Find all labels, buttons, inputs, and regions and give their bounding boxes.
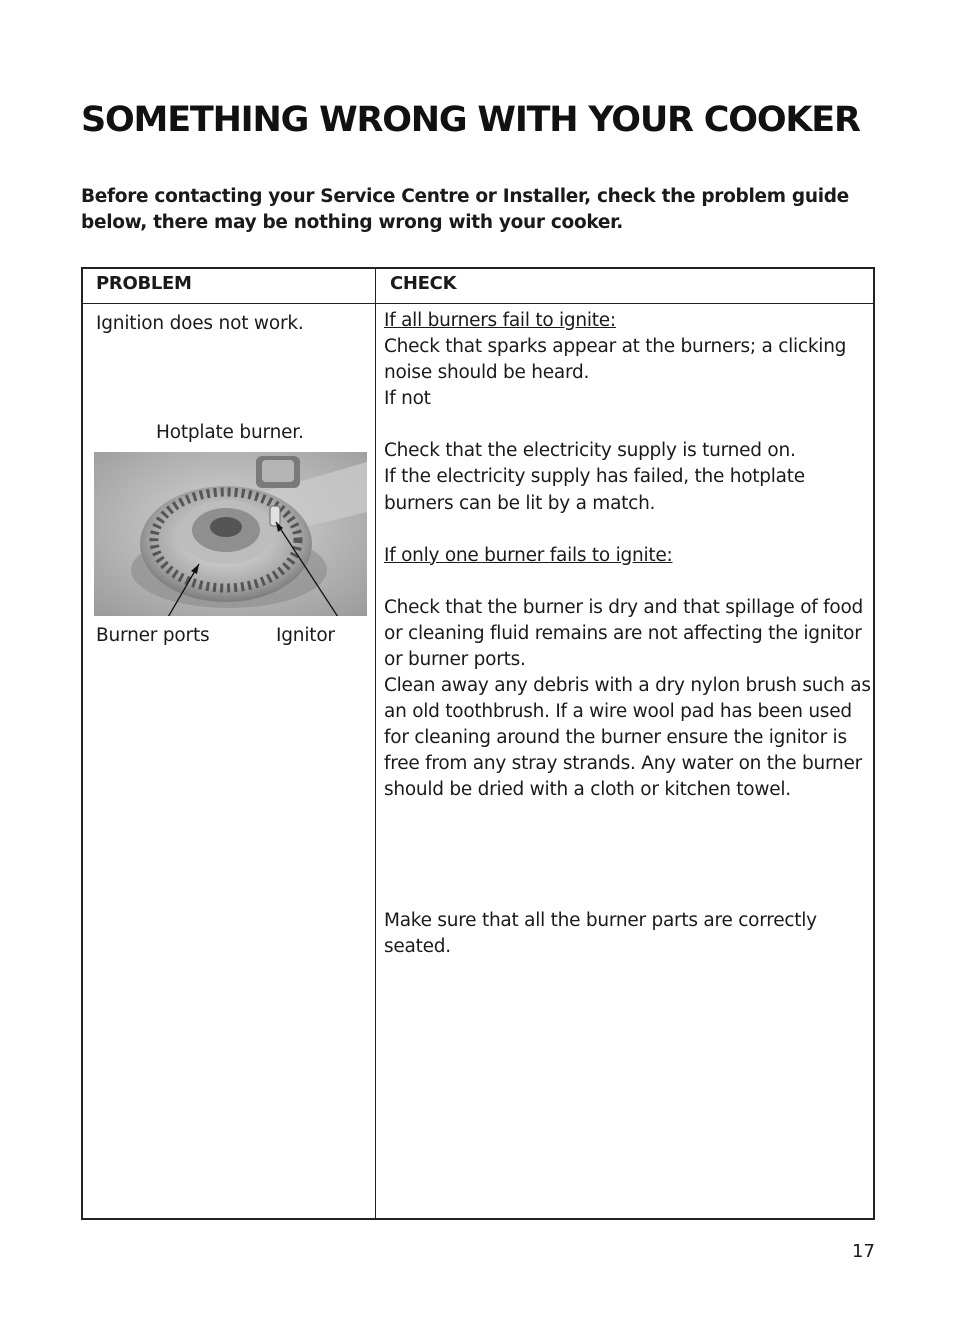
column-divider — [375, 269, 376, 1218]
check-electricity-failed: If the electricity supply has failed, the hotplate burners can be lit by a match. — [384, 466, 805, 514]
spacer — [384, 517, 871, 543]
check-column — [384, 308, 871, 960]
intro-paragraph: Before contacting your Service Centre or Installer, check the problem guide below, there may be nothing wrong with your cooker. — [81, 186, 849, 233]
check-if-not: If not — [384, 388, 431, 410]
page-title: SOMETHING WRONG WITH YOUR COOKER — [81, 100, 860, 140]
header-problem: PROBLEM — [96, 273, 192, 294]
photo-caption: Hotplate burner. — [156, 422, 304, 443]
spacer — [384, 569, 871, 595]
problem-check-table — [81, 267, 875, 1220]
check-dry: Check that the burner is dry and that spillage of food or cleaning fluid remains are not affecting the ignitor or burner ports. — [384, 596, 864, 670]
spacer — [384, 412, 871, 438]
page-number: 17 — [852, 1241, 875, 1262]
check-sparks: Check that sparks appear at the burners; a clicking noise should be heard. — [384, 336, 847, 384]
label-ignitor: Ignitor — [276, 625, 335, 646]
header-check: CHECK — [390, 273, 457, 294]
label-burner-ports: Burner ports — [96, 625, 210, 646]
hotplate-burner-photo — [94, 452, 367, 616]
heading-all-burners: If all burners fail to ignite: — [384, 310, 616, 331]
check-electricity-on: Check that the electricity supply is turned on. — [384, 440, 796, 462]
spacer — [384, 804, 871, 908]
header-divider — [83, 303, 873, 304]
problem-text: Ignition does not work. — [96, 313, 304, 334]
heading-one-burner: If only one burner fails to ignite: — [384, 544, 673, 566]
check-seated: Make sure that all the burner parts are correctly seated. — [384, 909, 817, 957]
check-clean: Clean away any debris with a dry nylon brush such as an old toothbrush. If a wire wool pad has been used for cleaning around the burner ensure the ignitor is free from any stray strands. Any water on the burner should be dried with a cloth or kitchen towel. — [384, 675, 871, 801]
